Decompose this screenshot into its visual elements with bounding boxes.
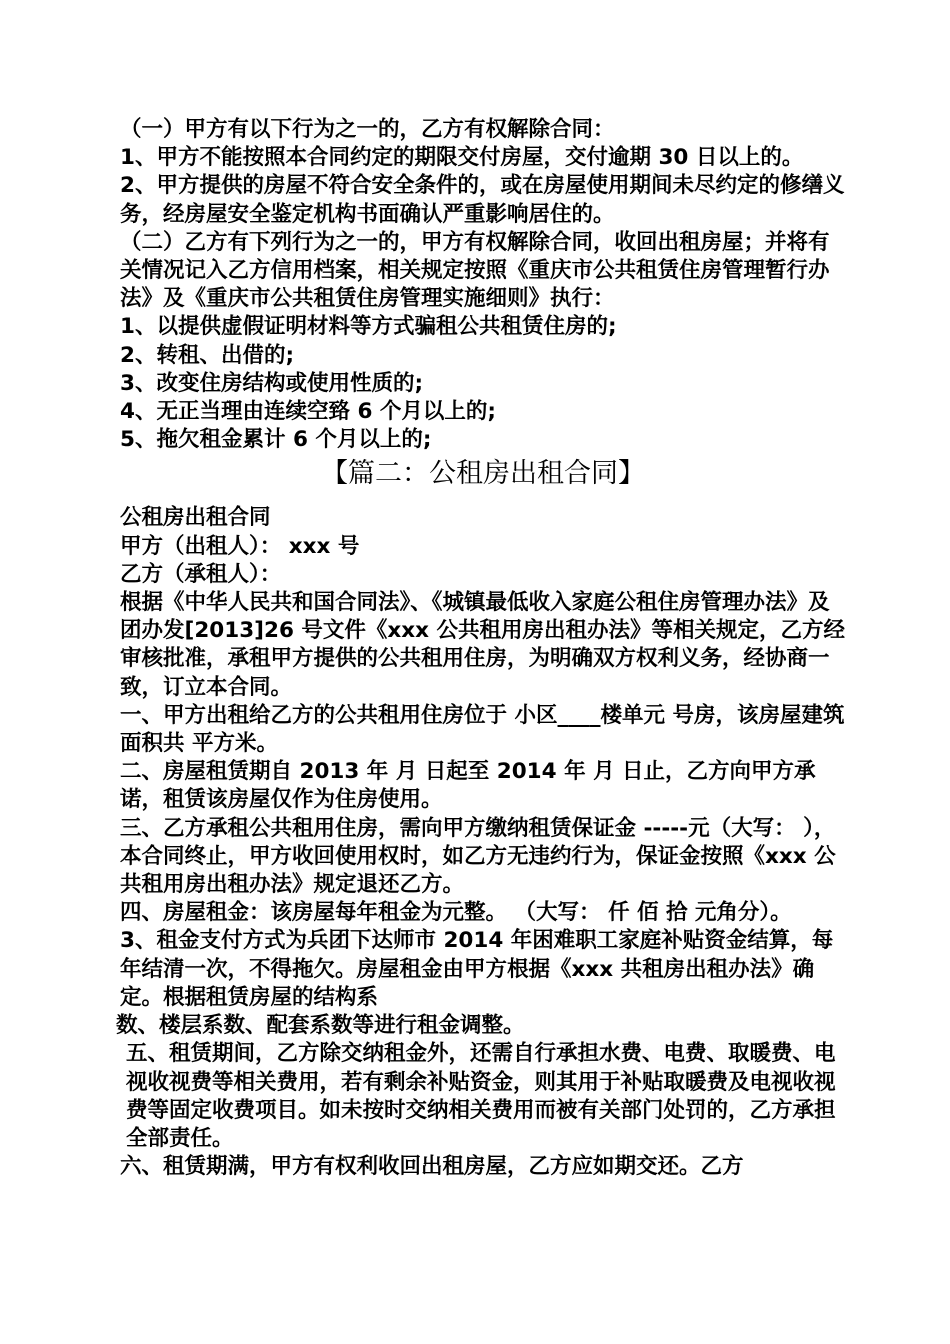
clause-item: 1、以提供虚假证明材料等方式骗租公共租赁住房的; — [120, 314, 617, 340]
clause-1: 一、甲方出租给乙方的公共租用住房位于 小区____楼单元 号房，该房屋建筑面积共 平方米。 — [120, 702, 845, 757]
clause-4: 四、房屋租金：该房屋每年租金为元整。 （大写： 仟 佰 拾 元角分）。 — [120, 900, 792, 926]
clause-4-3-continued: 数、楼层系数、配套系数等进行租金调整。 — [116, 1013, 525, 1039]
clause-item: 2、甲方提供的房屋不符合安全条件的，或在房屋使用期间未尽约定的修缮义务，经房屋安全鉴定机构书面确认严重影响居住的。 — [120, 173, 845, 227]
clause-item: 3、改变住房结构或使用性质的; — [120, 370, 424, 396]
clause-5: 五、租赁期间，乙方除交纳租金外，还需自行承担水费、电费、取暖费、电视收视费等相关费用，若有剩余补贴资金，则其用于补贴取暖费及电视收视费等固定收费项目。如未按时交纳相关费用而被有关部门处罚的，乙方承担全部责任。 — [126, 1041, 836, 1151]
clause-3: 三、乙方承租公共租用住房，需向甲方缴纳租赁保证金 -----元（大写： ），本合同终止，甲方收回使用权时，如乙方无违约行为，保证金按照《xxx 公共租用房出租办法》规定退还乙方。 — [120, 815, 836, 898]
clause-termination-by-landlord: （二）乙方有下列行为之一的，甲方有权解除合同，收回出租房屋；并将有关情况记入乙方信用档案，相关规定按照《重庆市公共租赁住房管理暂行办法》及《重庆市公共租赁住房管理实施细则》执行： — [120, 229, 830, 312]
contract-title: 公租房出租合同 — [120, 505, 271, 531]
clause-6: 六、租赁期满，甲方有权利收回出租房屋，乙方应如期交还。乙方 — [120, 1154, 744, 1180]
clause-2: 二、房屋租赁期自 2013 年 月 日起至 2014 年 月 日止，乙方向甲方承诺，租赁该房屋仅作为住房使用。 — [120, 759, 816, 813]
clause-item: 2、转租、出借的; — [120, 342, 295, 368]
clause-item: 4、无正当理由连续空臵 6 个月以上的; — [120, 399, 496, 425]
clause-termination-by-tenant: （一）甲方有以下行为之一的，乙方有权解除合同： — [120, 117, 615, 142]
clause-item: 5、拖欠租金累计 6 个月以上的; — [120, 427, 432, 453]
section-heading: 【篇二：公租房出租合同】 — [321, 458, 645, 490]
clause-item: 1、甲方不能按照本合同约定的期限交付房屋，交付逾期 30 日以上的。 — [120, 145, 804, 171]
contract-preamble: 根据《中华人民共和国合同法》、《城镇最低收入家庭公租住房管理办法》及团办发[2013]26 号文件《xxx 公共租用房出租办法》等相关规定，乙方经审核批准，承租甲方提供的公共租用住房，为明确双方权利义务，经协商一致，订立本合同。 — [120, 590, 845, 700]
clause-4-3: 3、租金支付方式为兵团下达师市 2014 年困难职工家庭补贴资金结算，每年结清一次，不得拖欠。房屋租金由甲方根据《xxx 共租房出租办法》确定。根据租赁房屋的结构系 — [120, 928, 834, 1010]
party-a-line: 甲方（出租人）： xxx 号 — [120, 533, 360, 559]
party-b-line: 乙方（承租人）： — [120, 561, 282, 587]
document-body — [116, 116, 846, 1181]
